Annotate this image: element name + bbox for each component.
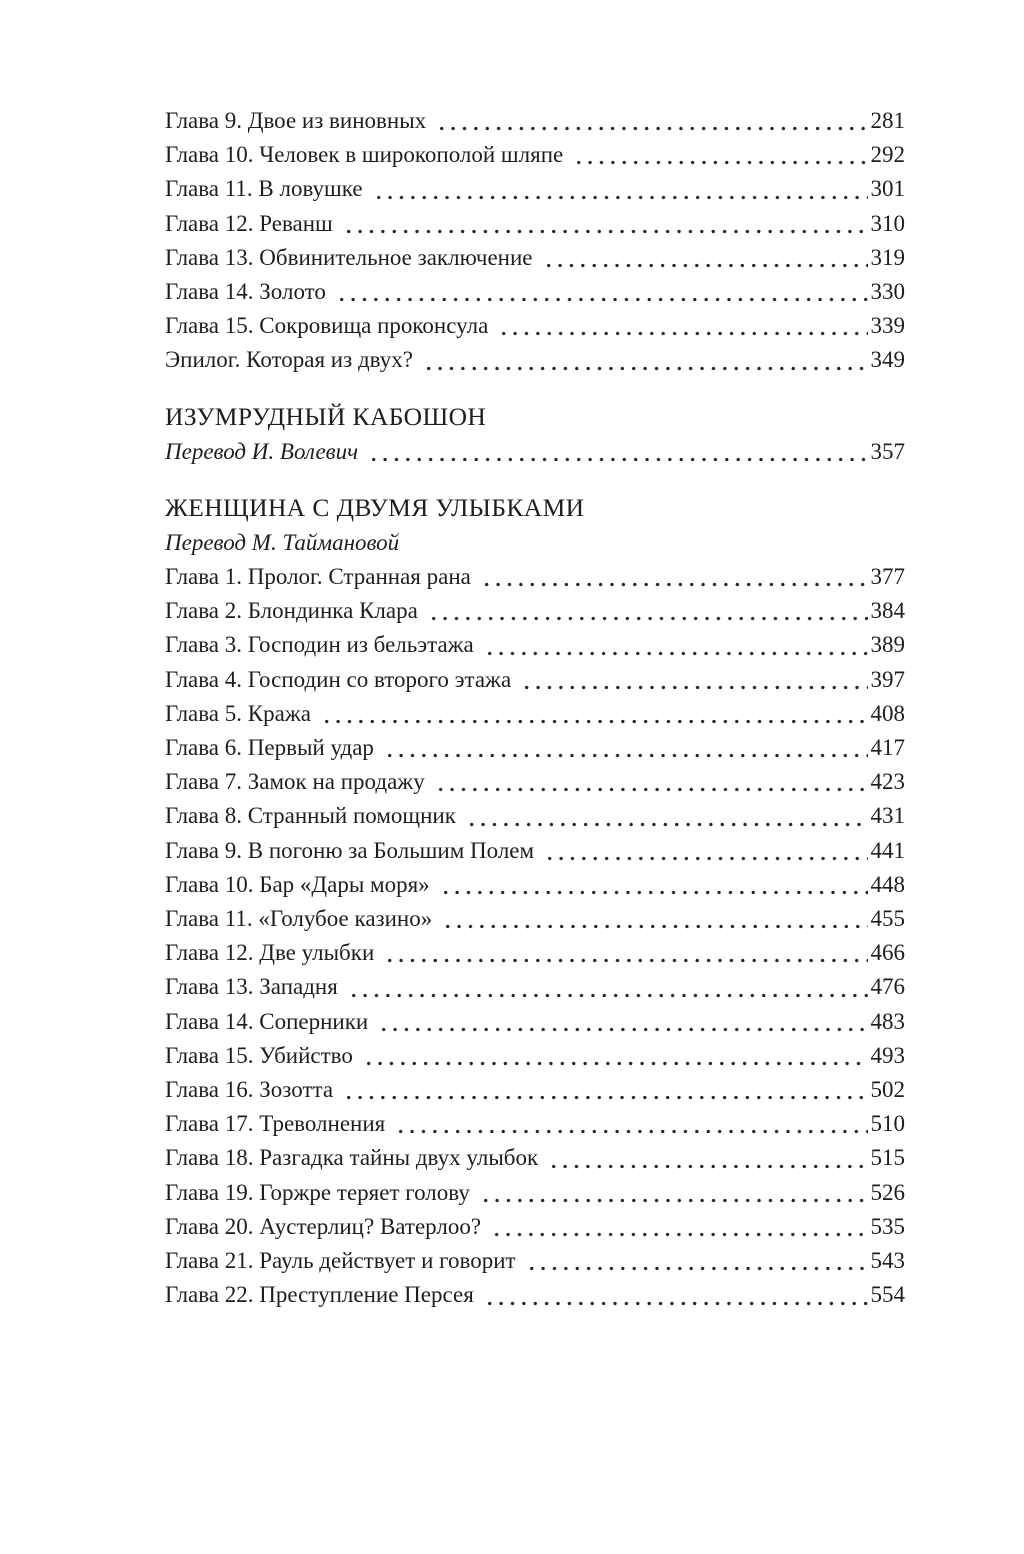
toc-entry-title: Глава 21. Рауль действует и говорит xyxy=(165,1248,516,1274)
toc-entry xyxy=(165,697,905,731)
toc-entry xyxy=(165,834,905,868)
toc-entry-title: Глава 5. Кража xyxy=(165,700,311,726)
toc-entry-page: 502 xyxy=(870,1077,905,1103)
dot-leader xyxy=(519,663,867,697)
toc-entry xyxy=(165,560,905,594)
toc-entry xyxy=(165,207,905,241)
table-of-contents xyxy=(165,104,905,1313)
toc-entry-page: 455 xyxy=(870,906,905,932)
toc-entry-title: Глава 15. Сокровища проконсула xyxy=(165,313,489,339)
toc-entry-page: 389 xyxy=(870,632,905,658)
toc-entry xyxy=(165,241,905,275)
toc-entry-title: Глава 12. Две улыбки xyxy=(165,940,375,966)
toc-entry-page: 554 xyxy=(870,1282,905,1308)
dot-leader xyxy=(464,799,868,833)
dot-leader xyxy=(421,343,868,377)
toc-entry-title: Глава 9. Двое из виновных xyxy=(165,108,427,133)
toc-entry-title: Глава 12. Реванш xyxy=(165,210,333,236)
toc-entry xyxy=(165,594,905,628)
toc-entry-page: 319 xyxy=(870,244,905,270)
toc-entry-title: Глава 10. Бар «Дары моря» xyxy=(165,871,430,897)
dot-leader xyxy=(382,731,868,765)
toc-entry-title: Перевод И. Волевич xyxy=(165,438,359,464)
toc-entry-page: 441 xyxy=(870,837,905,863)
toc-entry-title: Глава 19. Горжре теряет голову xyxy=(165,1179,470,1205)
toc-entry-title: Глава 22. Преступление Персея xyxy=(165,1282,474,1308)
toc-section xyxy=(165,399,905,469)
toc-entry-title: Глава 4. Господин со второго этажа xyxy=(165,666,512,692)
toc-entry-title: Глава 11. «Голубое казино» xyxy=(165,906,433,932)
toc-entry-page: 431 xyxy=(870,803,905,829)
dot-leader xyxy=(524,1244,868,1278)
toc-entry xyxy=(165,1244,905,1278)
toc-entry-title: Глава 7. Замок на продажу xyxy=(165,769,425,795)
dot-leader xyxy=(366,435,867,469)
toc-entry xyxy=(165,1141,905,1175)
toc-entry-page: 483 xyxy=(870,1008,905,1034)
dot-leader xyxy=(438,868,868,902)
section-heading: ЖЕНЩИНА С ДВУМЯ УЛЫБКАМИ xyxy=(165,492,585,522)
dot-leader xyxy=(546,1141,867,1175)
dot-leader xyxy=(361,1039,868,1073)
toc-entry-title: Глава 18. Разгадка тайны двух улыбок xyxy=(165,1145,539,1171)
translator-line xyxy=(165,526,905,560)
dot-leader xyxy=(371,172,868,206)
toc-entry-page: 310 xyxy=(870,210,905,236)
toc-entry-page: 423 xyxy=(870,769,905,795)
toc-entry xyxy=(165,138,905,172)
toc-entry xyxy=(165,936,905,970)
dot-leader xyxy=(341,207,868,241)
toc-entry-page: 510 xyxy=(870,1111,905,1137)
toc-entry-page: 339 xyxy=(870,313,905,339)
dot-leader xyxy=(334,275,868,309)
toc-entry xyxy=(165,309,905,343)
toc-entry-page: 535 xyxy=(870,1213,905,1239)
toc-entry-page: 476 xyxy=(870,974,905,1000)
toc-entry xyxy=(165,275,905,309)
toc-entry-page: 408 xyxy=(870,700,905,726)
toc-entry-page: 349 xyxy=(870,347,905,373)
toc-entry-page: 543 xyxy=(870,1248,905,1274)
toc-entry xyxy=(165,628,905,662)
toc-entry-title: Глава 2. Блондинка Клара xyxy=(165,598,418,624)
translator-line xyxy=(165,435,905,469)
dot-leader xyxy=(479,560,868,594)
toc-entry-page: 417 xyxy=(870,735,905,761)
dot-leader xyxy=(426,594,868,628)
toc-entry-title: Глава 20. Аустерлиц? Ватерлоо? xyxy=(165,1213,482,1239)
dot-leader xyxy=(482,628,868,662)
toc-entry xyxy=(165,1073,905,1107)
toc-entry xyxy=(165,1278,905,1312)
toc-entry xyxy=(165,765,905,799)
toc-entry xyxy=(165,1039,905,1073)
toc-entry-title: Глава 15. Убийство xyxy=(165,1042,353,1068)
dot-leader xyxy=(496,309,867,343)
toc-entry xyxy=(165,663,905,697)
toc-entry-page: 377 xyxy=(870,564,905,590)
toc-entry-title: Перевод М. Таймановой xyxy=(165,529,400,555)
toc-entry-page: 281 xyxy=(870,108,905,133)
toc-entry-page: 397 xyxy=(870,666,905,692)
toc-entry-title: Глава 10. Человек в широкополой шляпе xyxy=(165,142,564,168)
toc-entry-title: Глава 14. Золото xyxy=(165,279,326,305)
toc-entry-page: 384 xyxy=(870,598,905,624)
dot-leader xyxy=(571,138,867,172)
toc-entry xyxy=(165,104,905,138)
toc-entry-page: 448 xyxy=(870,871,905,897)
toc-entry-page: 526 xyxy=(870,1179,905,1205)
dot-leader xyxy=(542,834,867,868)
toc-entry-page: 466 xyxy=(870,940,905,966)
dot-leader xyxy=(433,765,868,799)
toc-entry-page: 515 xyxy=(870,1145,905,1171)
toc-entry-title: Глава 17. Треволнения xyxy=(165,1111,386,1137)
toc-entry xyxy=(165,799,905,833)
toc-entry-title: Глава 13. Обвинительное заключение xyxy=(165,244,533,270)
toc-entry xyxy=(165,343,905,377)
section-heading: ИЗУМРУДНЫЙ КАБОШОН xyxy=(165,401,487,431)
toc-entry xyxy=(165,1210,905,1244)
toc-entry xyxy=(165,868,905,902)
toc-entry xyxy=(165,1107,905,1141)
toc-entry xyxy=(165,172,905,206)
toc-section xyxy=(165,104,905,378)
dot-leader xyxy=(478,1176,868,1210)
dot-leader xyxy=(341,1073,867,1107)
dot-leader xyxy=(393,1107,867,1141)
toc-entry xyxy=(165,902,905,936)
dot-leader xyxy=(482,1278,868,1312)
dot-leader xyxy=(434,104,867,138)
dot-leader xyxy=(346,970,868,1004)
toc-entry-title: Глава 16. Зозотта xyxy=(165,1077,334,1103)
toc-entry-title: Глава 9. В погоню за Большим Полем xyxy=(165,837,535,863)
dot-leader xyxy=(489,1210,867,1244)
toc-entry-page: 357 xyxy=(870,438,905,464)
toc-entry-title: Глава 1. Пролог. Странная рана xyxy=(165,564,471,590)
toc-entry-page: 301 xyxy=(870,176,905,202)
toc-entry xyxy=(165,970,905,1004)
toc-entry xyxy=(165,1005,905,1039)
toc-entry-title: Глава 13. Западня xyxy=(165,974,338,1000)
toc-section xyxy=(165,490,905,1313)
dot-leader xyxy=(440,902,867,936)
toc-entry-title: Глава 11. В ловушке xyxy=(165,176,363,202)
toc-entry-title: Глава 3. Господин из бельэтажа xyxy=(165,632,474,658)
toc-entry xyxy=(165,1176,905,1210)
dot-leader xyxy=(319,697,868,731)
toc-entry-page: 330 xyxy=(870,279,905,305)
dot-leader xyxy=(382,936,867,970)
toc-entry-title: Эпилог. Которая из двух? xyxy=(165,347,413,373)
toc-entry-page: 292 xyxy=(870,142,905,168)
dot-leader xyxy=(541,241,868,275)
toc-entry xyxy=(165,731,905,765)
toc-entry-page: 493 xyxy=(870,1042,905,1068)
toc-entry-title: Глава 14. Соперники xyxy=(165,1008,369,1034)
toc-entry-title: Глава 6. Первый удар xyxy=(165,735,374,761)
toc-entry-title: Глава 8. Странный помощник xyxy=(165,803,456,829)
dot-leader xyxy=(376,1005,867,1039)
